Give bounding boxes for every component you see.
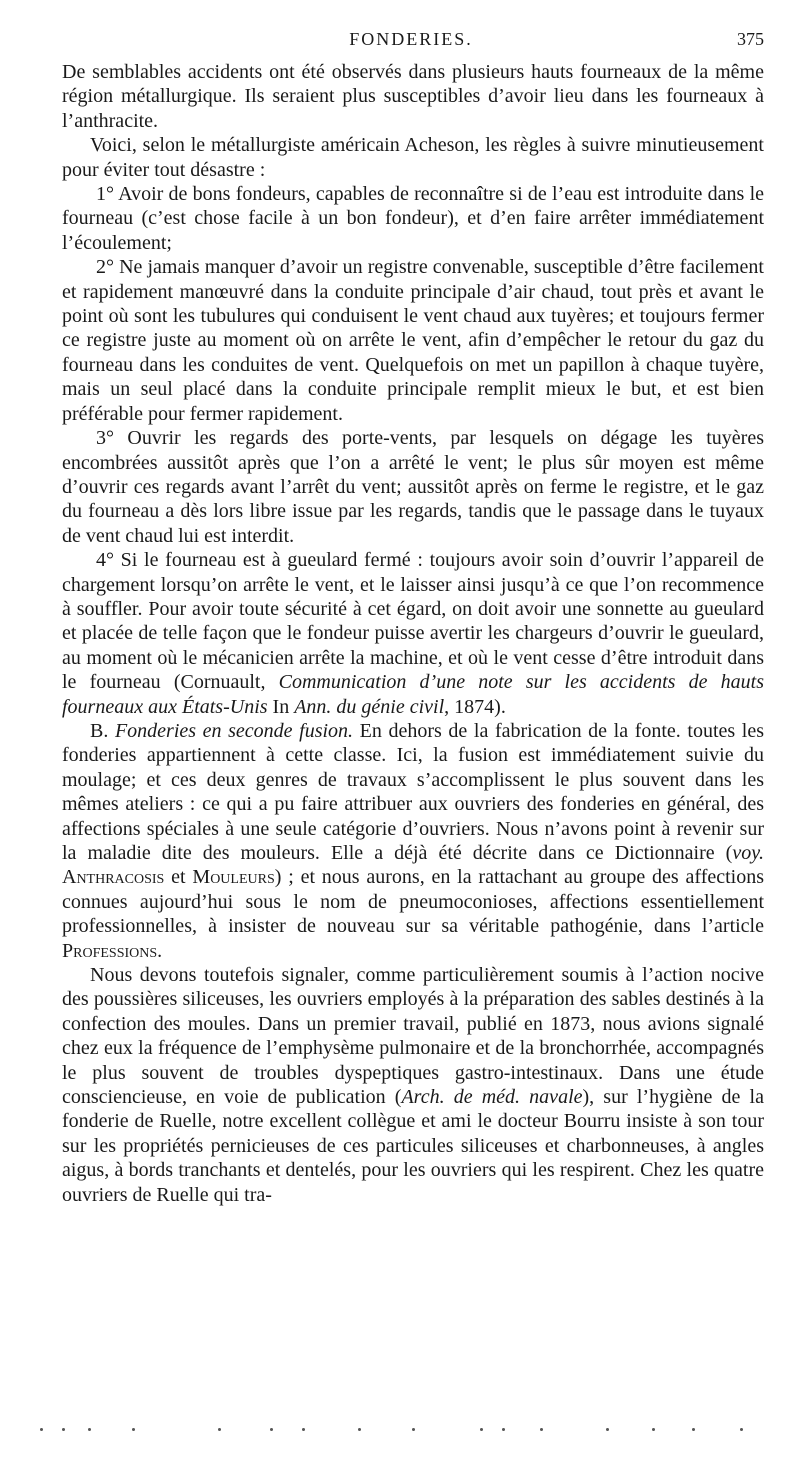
paragraph-rule-1 bbox=[62, 182, 764, 255]
section-b-text-b: et bbox=[164, 866, 193, 889]
paragraph-rule-3-text: 3° Ouvrir les regards des porte-vents, par lesquels on dégage les tuyères encombrées aussitôt après que l’on a arrêté le vent; le plus sûr moyen est même d’ouvrir ces regards avant l’arrêt du vent; aussitôt après on ferme le registre, et le gaz du fourneau a dès lors libre issue par les regards, tandis que le passage dans le tuyaux de vent chaud lui est interdit. bbox=[62, 427, 764, 547]
paragraph-rule-3 bbox=[62, 426, 764, 548]
section-b-ref-mouleurs: Mouleurs bbox=[192, 866, 275, 889]
scan-artifact-dots bbox=[40, 1428, 760, 1440]
paragraph-rule-2-text: 2° Ne jamais manquer d’avoir un registre convenable, susceptible d’être facilement et rapidement manœuvré dans la conduite principale d’air chaud, tout près et avant le point où sont les tubulures qui conduisent le vent chaud aux tuyères; et toujours fermer ce registre juste au moment où on arrête le vent, afin d’empêcher le retour du gaz du fourneau dans les conduites de vent. Quelquefois on met un papillon à chaque tuyère, mais un seul placé dans la conduite principale remplit mieux le but, et est bien préférable pour fermer rapidement. bbox=[62, 256, 764, 425]
paragraph-rule-4 bbox=[62, 548, 764, 719]
paragraph-8-text-a: Nous devons toutefois signaler, comme particulièrement soumis à l’action nocive des poussières siliceuses, les ouvriers employés à la préparation des sables destinés à la confection des moules. Dans un premier travail, publié en 1873, nous avions signalé chez eux la fréquence de l’emphysème pulmonaire et de la bronchorrhée, accompagnés le plus souvent de troubles dyspeptiques gastro-intestinaux. Dans une étude consciencieuse, en voie de publication ( bbox=[62, 964, 764, 1109]
section-b-text-d: . bbox=[157, 939, 163, 962]
citation-journal: Ann. du génie civil bbox=[294, 695, 445, 718]
paragraph-2-text: Voici, selon le métallurgiste américain Acheson, les règles à suivre minutieusement pour éviter tout désastre : bbox=[62, 134, 764, 181]
section-b-voy: voy. bbox=[732, 842, 764, 864]
section-b-ref-anthracosis: Anthracosis bbox=[62, 866, 165, 889]
section-b-ref-professions: Professions bbox=[62, 939, 158, 962]
page-header bbox=[58, 6, 764, 49]
paragraph-1-text: De semblables accidents ont été observés dans plusieurs hauts fourneaux de la même région métallurgique. Ils seraient plus susceptibles d’avoir lieu dans les fourneaux à l’anthracite. bbox=[62, 61, 764, 132]
paragraph-2 bbox=[62, 133, 764, 182]
running-title: FONDERIES. bbox=[349, 29, 473, 49]
citation-arch-med-navale: Arch. de méd. navale bbox=[401, 1086, 583, 1109]
page-body bbox=[62, 60, 764, 1207]
citation-title: Communication d’une note sur les accidents de hauts fourneaux aux États-Unis bbox=[62, 671, 764, 718]
section-b-label: B. bbox=[90, 719, 115, 742]
paragraph-rule-4-text-b: In bbox=[267, 695, 295, 718]
section-b-text-c: ) ; et nous aurons, en la rattachant au groupe des affections connues aujourd’hui sous le nom de pneumoconioses, affections essentiellement professionnelles, à insister de nouveau sur sa véritable pathogénie, dans l’article bbox=[62, 866, 765, 938]
paragraph-1 bbox=[62, 60, 764, 133]
section-b-heading: Fonderies en seconde fusion. bbox=[114, 719, 354, 742]
section-b-text-a: En dehors de la fabrication de la fonte. toutes les fonderies appartiennent à cette classe. Ici, la fusion est immédiatement suivie du moulage; et ces deux genres de travaux s’accomplissent le plus souvent dans les mêmes ateliers : ce qui a pu faire attribuer aux ouvriers des fonderies en général, des affections spéciales à une seule catégorie d’ouvriers. Nous n’avons point à revenir sur la maladie dite des mouleurs. Elle a déjà été décrite dans ce Dictionnaire ( bbox=[62, 719, 764, 864]
paragraph-8-text-b: ), sur l’hygiène de la fonderie de Ruelle, notre excellent collègue et ami le docteur Bourru insiste à son tour sur les propriétés pernicieuses de ces particules siliceuses et charbonneuses, à angles aigus, à bords tranchants et dentelés, pour les ouvriers qui les respirent. Chez les quatre ouvriers de Ruelle qui tra- bbox=[62, 1086, 764, 1206]
paragraph-rule-2 bbox=[62, 255, 764, 426]
paragraph-rule-1-text: 1° Avoir de bons fondeurs, capables de reconnaître si de l’eau est introduite dans le fourneau (c’est chose facile à un bon fondeur), et d’en faire arrêter immédiatement l’écoulement; bbox=[62, 183, 764, 254]
paragraph-rule-4-text-a: 4° Si le fourneau est à gueulard fermé : toujours avoir soin d’ouvrir l’appareil de chargement lorsqu’on arrête le vent, et le laisser ainsi jusqu’à ce que l’on recommence à souffler. Pour avoir toute sécurité à cet égard, on doit avoir une sonnette au gueulard et placée de telle façon que le fondeur puisse avertir les chargeurs d’ouvrir le gueulard, au moment où le mécanicien arrête la machine, et où le vent cesse d’être introduit dans le fourneau (Cornuault, bbox=[62, 549, 764, 694]
paragraph-8 bbox=[62, 963, 764, 1207]
paragraph-rule-4-text-c: , 1874). bbox=[444, 695, 506, 718]
page-number: 375 bbox=[737, 29, 764, 49]
paragraph-section-b bbox=[62, 719, 764, 963]
